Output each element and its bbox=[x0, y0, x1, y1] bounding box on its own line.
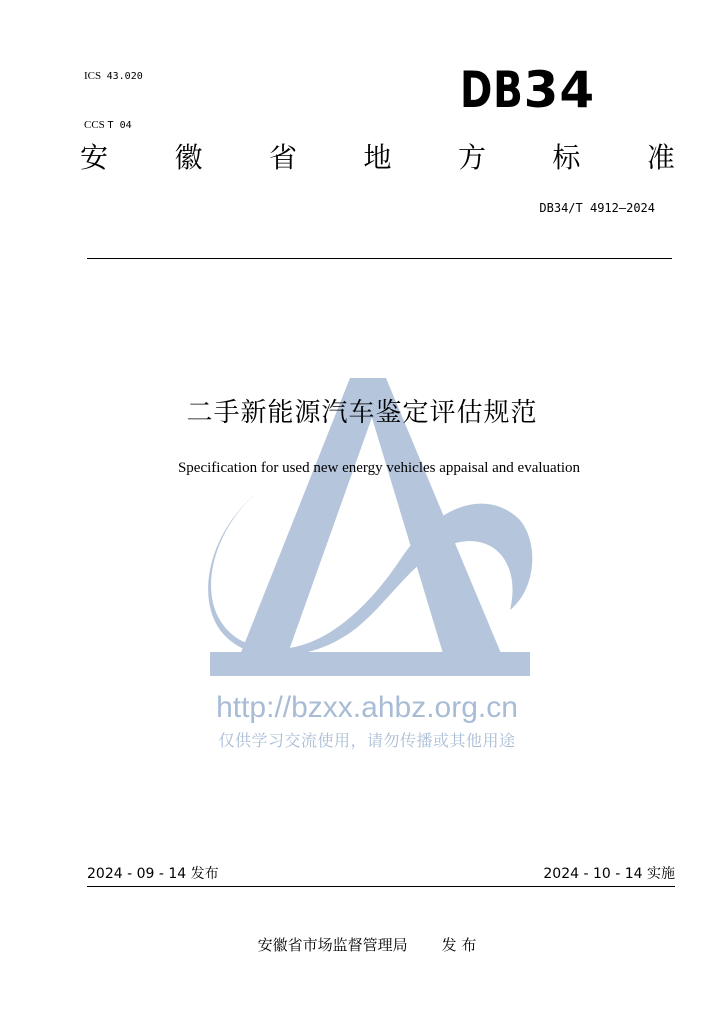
ccs-value: T 04 bbox=[107, 120, 132, 131]
document-title-en: Specification for used new energy vehicles appaisal and evaluation bbox=[177, 460, 581, 476]
watermark-url: http://bzxx.ahbz.org.cn bbox=[216, 691, 518, 724]
watermark-note: 仅供学习交流使用，请勿传播或其他用途 bbox=[218, 731, 516, 750]
heading-char: 省 bbox=[268, 141, 297, 174]
document-title-zh: 二手新能源汽车鉴定评估规范 bbox=[186, 398, 538, 428]
ccs-line bbox=[84, 117, 143, 134]
province-standard-heading bbox=[80, 138, 675, 178]
heading-char: 方 bbox=[457, 141, 486, 174]
standard-number: DB34/T 4912—2024 bbox=[539, 201, 655, 215]
heading-char: 安 bbox=[80, 141, 109, 174]
logo-a-crossbar bbox=[210, 652, 530, 676]
issuer-action: 发 布 bbox=[441, 936, 477, 954]
classification-codes bbox=[84, 36, 143, 150]
release-date: 2024 - 09 - 14 发布 bbox=[87, 866, 219, 882]
db34-mark bbox=[460, 62, 595, 118]
heading-char: 准 bbox=[646, 141, 675, 174]
issuer-name: 安徽省市场监督管理局 bbox=[257, 936, 408, 954]
ics-value: 43.020 bbox=[106, 71, 143, 82]
bottom-divider bbox=[87, 886, 675, 887]
heading-char: 地 bbox=[363, 141, 392, 174]
implementation-date: 2024 - 10 - 14 实施 bbox=[543, 866, 675, 882]
top-divider bbox=[87, 258, 672, 259]
heading-char: 徽 bbox=[174, 141, 203, 174]
db-prefix: DB bbox=[460, 61, 524, 119]
heading-char: 标 bbox=[552, 141, 581, 174]
issuer-line bbox=[0, 935, 724, 955]
ics-label: ICS bbox=[84, 70, 102, 82]
db-code: 34 bbox=[523, 61, 596, 119]
ics-line bbox=[84, 68, 143, 85]
ccs-label: CCS bbox=[84, 119, 105, 131]
